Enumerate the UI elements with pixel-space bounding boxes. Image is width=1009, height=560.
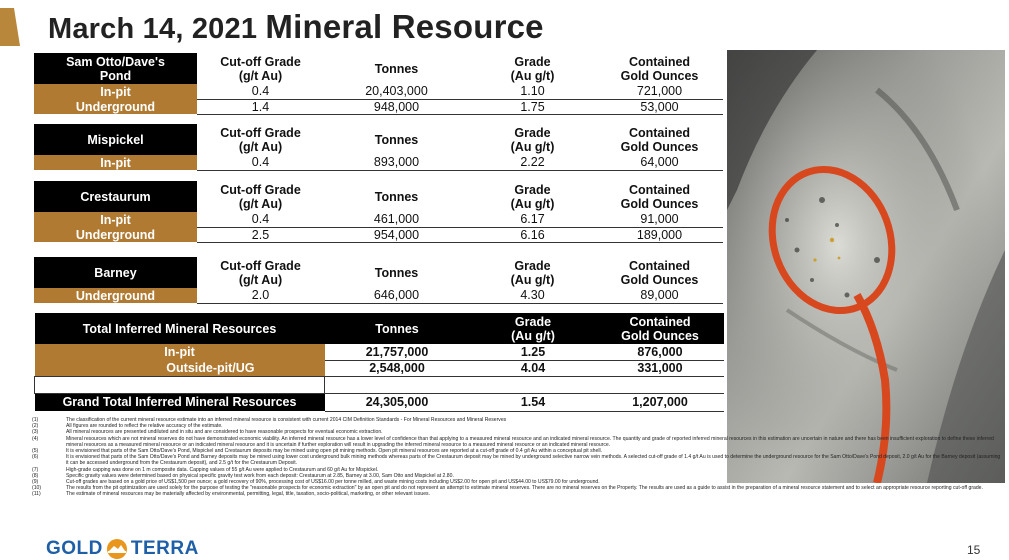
ounces-value: 331,000 [597,360,724,376]
logo-text-right: TERRA [130,538,199,559]
grade-header: Grade (Au g/t) [470,313,597,344]
table-row [34,99,723,114]
grade-header: Grade (Au g/t) [469,181,596,212]
grade-value: 1.10 [469,84,596,99]
grade-value: 1.25 [470,344,597,360]
tonnes-header: Tonnes [325,313,470,344]
grand-total-row [35,393,724,411]
deposit-table-barney [34,257,723,304]
tonnes-header: Tonnes [324,257,469,288]
grade-value: 1.75 [469,99,596,114]
page-number: 15 [967,543,981,557]
table-row [34,84,723,99]
footnotes [32,417,1002,498]
cutoff-value: 0.4 [197,84,324,99]
footnote: (8) Specific gravity values were determined based on physical specific gravity test work from each deposit: Crestaurum at 2.85, Barney at 3.00, Sam Otto and Mispickel at 2.80. [32,472,454,479]
footnote: (4) Mineral resources which are not mineral reserves do not have demonstrated economic viability. An inferred mineral resource has a lower level of confidence than that applying to a measured mineral resource and an indicated mineral resource. The quantity and grade of reported inferred mineral resources in this estimation are uncertain in nature and there has been insufficient exploration to define these inferred mineral resources as a measured mineral resource or an indicated mineral resource and it is uncertain if further exploration will result in upgrading the inferred mineral resource to a measured mineral resource or an indicated mineral resource. [32,435,994,448]
cutoff-value: 0.4 [197,155,324,170]
spacer-row [35,376,724,393]
table-row [34,227,723,242]
ounces-value: 876,000 [597,344,724,360]
row-label: In-pit [34,212,197,227]
tonnes-header: Tonnes [324,181,469,212]
cutoff-value: 2.5 [197,227,324,242]
total-table [34,313,724,412]
deposit-name: Barney [34,257,197,288]
ounces-value: 53,000 [596,99,723,114]
tonnes-value: 948,000 [324,99,469,114]
tonnes-value: 646,000 [324,288,469,303]
grade-header: Grade (Au g/t) [469,257,596,288]
footnote: (10) The results from the pit optimization are used solely for the purpose of testing the "reasonable prospects for economic extraction" by an open pit and do not represent an attempt to estimate mineral reserves. There are no mineral reserves on the Property. The results are used as a guide to assist in the preparation of a mineral resource statement and to select an appropriate resource reporting cut-off grade. [32,485,983,492]
cutoff-value: 0.4 [197,212,324,227]
row-label: Underground [34,227,197,242]
page-title [48,8,544,46]
footnote: (3) All mineral resources are presented undiluted and in situ and are considered to have reasonable prospects for eventual economic extraction. [32,429,383,436]
deposit-table-mispickel [34,124,723,171]
footnote: (2) All figures are rounded to reflect the relative accuracy of the estimate. [32,423,223,430]
ounces-value: 64,000 [596,155,723,170]
tonnes-value: 2,548,000 [325,360,470,376]
cutoff-value: 1.4 [197,99,324,114]
tonnes-header: Tonnes [324,124,469,155]
logo-text-left: GOLD [46,538,103,559]
deposit-name: Mispickel [34,124,197,155]
title-main: Mineral Resource [265,8,544,45]
footnote: (11) The estimate of mineral resources may be materially affected by environmental, permitting, legal, title, taxation, socio-political, marketing, or other relevant issues. [32,491,430,498]
ounces-value: 91,000 [596,212,723,227]
gold-terra-logo [46,538,199,560]
ounces-value: 89,000 [596,288,723,303]
cutoff-header: Cut-off Grade (g/t Au) [197,181,324,212]
tonnes-value: 24,305,000 [325,393,470,411]
total-header: Total Inferred Mineral Resources [35,313,325,344]
footnote: (7) High-grade capping was done on 1 m composite data. Capping values of 55 g/t Au were applied to Crestaurum and 60 g/t Au for Mispickel. [32,466,379,473]
cutoff-header: Cut-off Grade (g/t Au) [197,124,324,155]
tonnes-value: 20,403,000 [324,84,469,99]
row-label: In-pit [34,155,197,170]
tonnes-value: 461,000 [324,212,469,227]
ounces-value: 721,000 [596,84,723,99]
deposit-name: Sam Otto/Dave's Pond [34,53,197,84]
grade-value: 4.04 [470,360,597,376]
cutoff-header: Cut-off Grade (g/t Au) [197,257,324,288]
row-label: Underground [34,288,197,303]
table-row [34,212,723,227]
cutoff-value: 2.0 [197,288,324,303]
table-row [35,360,724,376]
table-row [34,155,723,170]
deposit-table-crestaurum [34,181,723,243]
footnote: (5) It is envisioned that parts of the Sam Otto/Dave's Pond, Mispickel and Crestaurum deposits may be mined using open pit mining methods. Open pit mineral resources are reported at a cut-off grade of 0.4 g/t Au within a conceptual pit shell. [32,448,603,455]
tonnes-header: Tonnes [324,53,469,84]
grade-value: 4.30 [469,288,596,303]
cutoff-header: Cut-off Grade (g/t Au) [197,53,324,84]
grade-value: 6.17 [469,212,596,227]
sun-icon [106,538,128,560]
footnote: (9) Cut-off grades are based on a gold price of US$1,500 per ounce; a gold recovery of 90%, processing cost of US$16.00 per tonne milled, and waste mining costs including US$2.00 for open pit and US$44.00 to US$79.00 for underground. [32,479,600,486]
grade-header: Grade (Au g/t) [469,53,596,84]
tonnes-value: 954,000 [324,227,469,242]
ounces-value: 189,000 [596,227,723,242]
contained-header: Contained Gold Ounces [596,257,723,288]
tonnes-value: 893,000 [324,155,469,170]
grade-value: 6.16 [469,227,596,242]
deposit-name: Crestaurum [34,181,197,212]
table-row [35,344,724,360]
row-label: Outside-pit/UG [35,360,325,376]
row-label: In-pit [35,344,325,360]
tonnes-value: 21,757,000 [325,344,470,360]
grade-value: 1.54 [470,393,597,411]
footnote: (1) The classification of the current mineral resource estimate into an inferred mineral resource is consistent with current 2014 CIM Definition Standards - For Mineral Resources and Mineral Reserves [32,417,507,423]
contained-header: Contained Gold Ounces [596,181,723,212]
grand-total-label: Grand Total Inferred Mineral Resources [35,393,325,411]
contained-header: Contained Gold Ounces [597,313,724,344]
grade-header: Grade (Au g/t) [469,124,596,155]
ounces-value: 1,207,000 [597,393,724,411]
grade-value: 2.22 [469,155,596,170]
row-label: Underground [34,99,197,114]
deposit-table-sam-otto [34,53,723,115]
contained-header: Contained Gold Ounces [596,124,723,155]
table-row [34,288,723,303]
corner-accent [0,8,20,46]
footnote: (6) It is envisioned that parts of the Sam Otto/Dave's Pond and Barney deposits may be mined using lower cost underground bulk mining methods whereas parts of the Crestaurum deposit may be mined by underground selective narrow vein methods. A selected cut-off grade of 1.4 g/t Au is used to determine the underground resource for the Sam Otto/Dave's Pond deposit, 2.0 g/t Au for the Barney deposit (assuming it can be accessed underground from the Crestaurum deposit), and 2.5 g/t for the Crestaurum Deposit. [32,454,1001,467]
row-label: In-pit [34,84,197,99]
title-date: March 14, 2021 [48,13,258,45]
contained-header: Contained Gold Ounces [596,53,723,84]
